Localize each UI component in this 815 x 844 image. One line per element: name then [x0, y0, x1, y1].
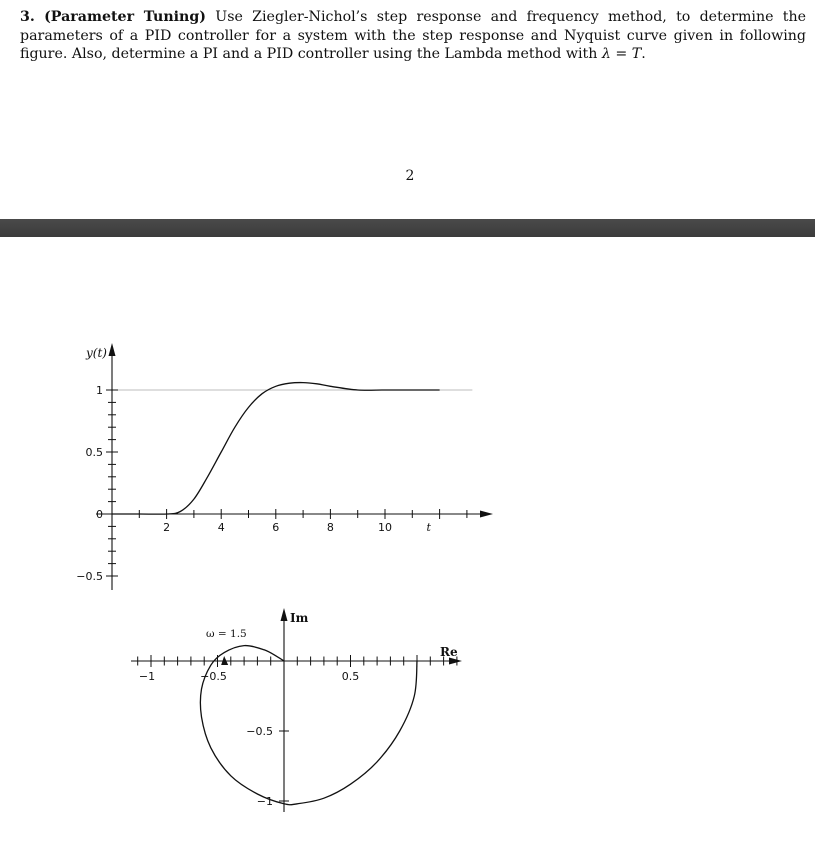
- nyquist-plot: [131, 608, 462, 812]
- omega-annotation: ω = 1.5: [206, 628, 247, 640]
- step-response-plot: [76, 343, 493, 590]
- x-tick-label: 4: [217, 521, 225, 534]
- y-tick-label: −0.5: [76, 570, 103, 583]
- re-tick-label: −0.5: [200, 670, 227, 683]
- x-axis-label: t: [426, 521, 431, 534]
- page-number: 2: [405, 168, 415, 184]
- y-axis-label: y(t): [86, 346, 107, 360]
- im-axis-label: Im: [290, 611, 309, 625]
- nyquist-curve: [200, 646, 417, 805]
- re-axis-label: Re: [440, 645, 458, 659]
- problem-text-part1: Use Ziegler-Nichol’s step response and frequency method, to determine the parameters of a PID controller for a system with the step response and Nyquist curve given in following figure. Also, determine a PI and a PID controller using the Lambda method with: [20, 9, 806, 62]
- im-tick-label: −1: [256, 795, 273, 808]
- im-tick-label: −0.5: [246, 725, 273, 738]
- step-response-curve: [112, 383, 440, 515]
- x-tick-label: 8: [326, 521, 334, 534]
- x-tick-label: 2: [163, 521, 171, 534]
- y-axis-arrow: [109, 343, 116, 356]
- problem-text-part2: .: [641, 46, 646, 62]
- re-tick-label: −1: [138, 670, 156, 683]
- problem-title: (Parameter Tuning): [44, 9, 206, 25]
- x-tick-label: 10: [378, 521, 392, 534]
- lambda-equation: λ = T: [601, 46, 642, 62]
- im-axis-arrow: [281, 608, 288, 621]
- x-tick-label: 6: [272, 521, 280, 534]
- y-tick-label: 0.5: [85, 446, 103, 459]
- x-axis-arrow: [480, 511, 493, 518]
- re-tick-label: 0.5: [341, 670, 360, 683]
- y-tick-label: 0: [96, 508, 103, 521]
- problem-number: 3.: [20, 9, 35, 25]
- y-tick-label: 1: [96, 384, 103, 397]
